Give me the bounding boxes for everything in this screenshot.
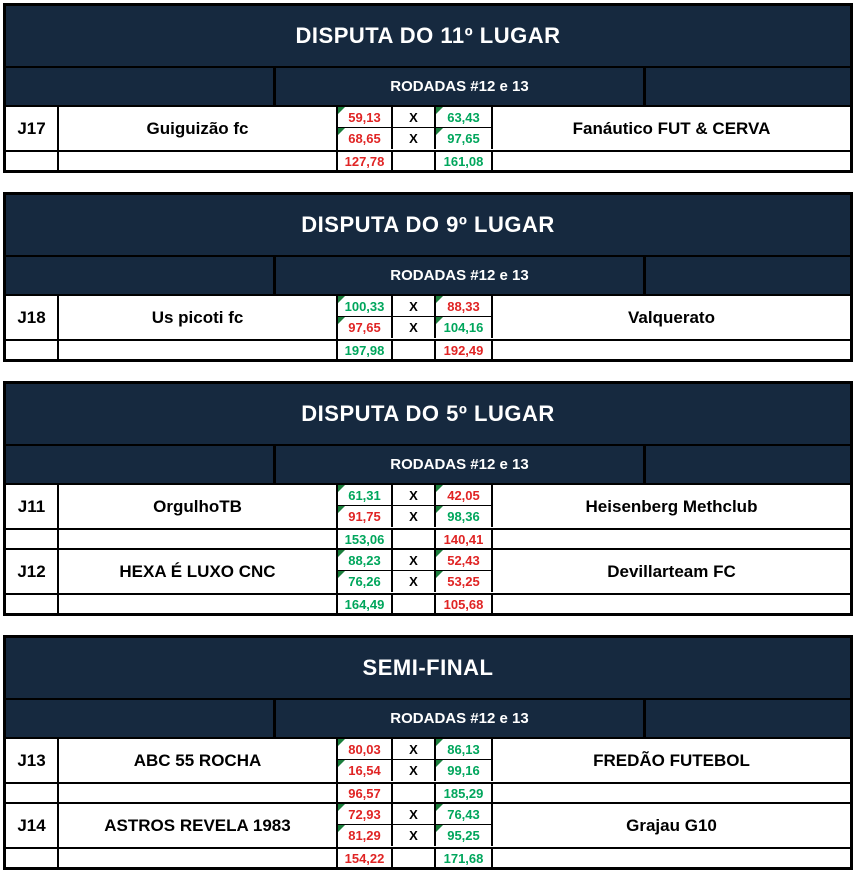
versus-cell[interactable]: X: [393, 317, 436, 338]
text-number-indicator-icon: [436, 739, 443, 746]
bracket-block-5th-place: [3, 381, 853, 616]
match-row: [6, 804, 850, 849]
round2-score-row: [338, 128, 493, 149]
score-value: 95,25: [447, 828, 480, 843]
score-value: 97,65: [348, 320, 381, 335]
empty-cell[interactable]: [59, 784, 338, 802]
empty-cell[interactable]: [6, 595, 59, 613]
score-value: 59,13: [348, 109, 381, 125]
away-total-cell[interactable]: [436, 784, 493, 802]
round2-score-row: [338, 506, 493, 527]
rounds-banner-row: [6, 257, 850, 296]
empty-cell[interactable]: [493, 849, 850, 867]
empty-cell[interactable]: [493, 341, 850, 359]
match-id-cell[interactable]: J11: [6, 485, 59, 528]
banner-left-cell[interactable]: [6, 257, 276, 294]
text-number-indicator-icon: [338, 296, 345, 303]
banner-left-cell[interactable]: [6, 700, 276, 737]
banner-right-cell[interactable]: [646, 257, 850, 294]
scores-grid: [338, 296, 493, 339]
away-team-cell[interactable]: Valquerato: [493, 296, 850, 339]
empty-cell[interactable]: [493, 530, 850, 548]
text-number-indicator-icon: [436, 571, 443, 578]
total-value: 171,68: [443, 850, 484, 866]
away-total-cell[interactable]: [436, 530, 493, 548]
away-team-cell[interactable]: FREDÃO FUTEBOL: [493, 739, 850, 782]
block-title-cell[interactable]: [6, 384, 850, 446]
versus-cell[interactable]: X: [393, 760, 436, 781]
home-team-cell[interactable]: ASTROS REVELA 1983: [59, 804, 338, 847]
text-number-indicator-icon: [436, 128, 443, 135]
banner-right-cell[interactable]: [646, 68, 850, 105]
text-number-indicator-icon: [338, 128, 345, 135]
empty-cell[interactable]: [393, 152, 436, 170]
home-round2-score-cell[interactable]: [338, 506, 393, 527]
away-round2-score-cell[interactable]: [436, 760, 493, 781]
empty-cell[interactable]: [6, 784, 59, 802]
round1-score-row: [338, 485, 493, 506]
versus-cell[interactable]: X: [393, 107, 436, 127]
score-value: 91,75: [348, 509, 381, 524]
block-title: DISPUTA DO 11º LUGAR: [295, 23, 561, 48]
match-row: [6, 107, 850, 152]
away-team-cell[interactable]: Devillarteam FC: [493, 550, 850, 593]
text-number-indicator-icon: [338, 825, 345, 832]
total-value: 153,06: [344, 531, 385, 547]
text-number-indicator-icon: [338, 506, 345, 513]
home-round1-score-cell[interactable]: [338, 485, 393, 505]
score-value: 53,25: [447, 574, 480, 589]
versus-cell[interactable]: X: [393, 550, 436, 570]
rounds-banner-row: [6, 700, 850, 739]
banner-right-cell[interactable]: [646, 700, 850, 737]
home-total-cell[interactable]: [338, 595, 393, 613]
text-number-indicator-icon: [436, 107, 443, 114]
score-value: 42,05: [447, 487, 480, 503]
round2-score-row: [338, 825, 493, 846]
versus-cell[interactable]: X: [393, 825, 436, 846]
versus-cell[interactable]: X: [393, 485, 436, 505]
round1-score-row: [338, 550, 493, 571]
away-team-cell[interactable]: Fanáutico FUT & CERVA: [493, 107, 850, 150]
home-round2-score-cell[interactable]: [338, 825, 393, 846]
away-round2-score-cell[interactable]: [436, 506, 493, 527]
text-number-indicator-icon: [338, 107, 345, 114]
empty-cell[interactable]: [493, 784, 850, 802]
rounds-banner-cell[interactable]: [276, 68, 646, 105]
home-team-cell[interactable]: ABC 55 ROCHA: [59, 739, 338, 782]
away-total-cell[interactable]: [436, 341, 493, 359]
score-value: 61,31: [348, 487, 381, 503]
text-number-indicator-icon: [338, 739, 345, 746]
scores-grid: [338, 550, 493, 593]
totals-row: [6, 784, 850, 804]
empty-cell[interactable]: [59, 152, 338, 170]
away-round1-score-cell[interactable]: [436, 550, 493, 570]
total-value: 140,41: [443, 531, 484, 547]
block-title: SEMI-FINAL: [362, 655, 494, 680]
rounds-banner-row: [6, 68, 850, 107]
match-id-cell[interactable]: J13: [6, 739, 59, 782]
totals-row: [6, 595, 850, 613]
block-title: DISPUTA DO 9º LUGAR: [301, 212, 555, 237]
home-round2-score-cell[interactable]: [338, 760, 393, 781]
versus-cell[interactable]: X: [393, 804, 436, 824]
round1-score-row: [338, 739, 493, 760]
away-round2-score-cell[interactable]: [436, 825, 493, 846]
total-value: 105,68: [443, 596, 484, 612]
empty-cell[interactable]: [6, 849, 59, 867]
totals-row: [6, 530, 850, 550]
home-round1-score-cell[interactable]: [338, 107, 393, 127]
empty-cell[interactable]: [393, 530, 436, 548]
score-value: 63,43: [447, 109, 480, 125]
rounds-banner-cell[interactable]: [276, 257, 646, 294]
total-value: 164,49: [344, 596, 385, 612]
away-round1-score-cell[interactable]: [436, 739, 493, 759]
rounds-banner-label: RODADAS #12 e 13: [390, 456, 529, 473]
versus-cell[interactable]: X: [393, 506, 436, 527]
rounds-banner-cell[interactable]: [276, 700, 646, 737]
score-value: 76,43: [447, 806, 480, 822]
versus-cell[interactable]: X: [393, 128, 436, 149]
away-round2-score-cell[interactable]: [436, 317, 493, 338]
score-value: 97,65: [447, 131, 480, 146]
rounds-banner-row: [6, 446, 850, 485]
block-title-cell[interactable]: [6, 6, 850, 68]
home-total-cell[interactable]: [338, 849, 393, 867]
text-number-indicator-icon: [338, 760, 345, 767]
home-team-cell[interactable]: Us picoti fc: [59, 296, 338, 339]
score-value: 88,23: [348, 552, 381, 568]
score-value: 81,29: [348, 828, 381, 843]
empty-cell[interactable]: [493, 152, 850, 170]
match-row: [6, 296, 850, 341]
round2-score-row: [338, 317, 493, 338]
empty-cell[interactable]: [393, 784, 436, 802]
match-id-cell[interactable]: J18: [6, 296, 59, 339]
text-number-indicator-icon: [436, 550, 443, 557]
total-value: 154,22: [344, 850, 385, 866]
totals-row: [6, 849, 850, 867]
home-round1-score-cell[interactable]: [338, 550, 393, 570]
home-total-cell[interactable]: [338, 341, 393, 359]
home-team-cell[interactable]: Guiguizão fc: [59, 107, 338, 150]
block-title-cell[interactable]: [6, 638, 850, 700]
rounds-banner-cell[interactable]: [276, 446, 646, 483]
text-number-indicator-icon: [338, 485, 345, 492]
away-round1-score-cell[interactable]: [436, 296, 493, 316]
text-number-indicator-icon: [436, 296, 443, 303]
rounds-banner-label: RODADAS #12 e 13: [390, 710, 529, 727]
score-value: 68,65: [348, 131, 381, 146]
score-value: 86,13: [447, 741, 480, 757]
text-number-indicator-icon: [436, 506, 443, 513]
scores-grid: [338, 804, 493, 847]
empty-cell[interactable]: [393, 595, 436, 613]
block-title: DISPUTA DO 5º LUGAR: [301, 401, 555, 426]
empty-cell[interactable]: [59, 849, 338, 867]
match-row: [6, 550, 850, 595]
score-value: 100,33: [344, 298, 385, 314]
versus-cell[interactable]: X: [393, 571, 436, 592]
text-number-indicator-icon: [436, 804, 443, 811]
text-number-indicator-icon: [338, 550, 345, 557]
empty-cell[interactable]: [493, 595, 850, 613]
bracket-block-11th-place: [3, 3, 853, 173]
score-value: 72,93: [348, 806, 381, 822]
empty-cell[interactable]: [59, 595, 338, 613]
empty-cell[interactable]: [6, 530, 59, 548]
total-value: 96,57: [348, 785, 381, 801]
home-round1-score-cell[interactable]: [338, 739, 393, 759]
home-round1-score-cell[interactable]: [338, 804, 393, 824]
total-value: 192,49: [443, 342, 484, 358]
banner-right-cell[interactable]: [646, 446, 850, 483]
versus-cell[interactable]: X: [393, 296, 436, 316]
score-value: 16,54: [348, 763, 381, 778]
away-round2-score-cell[interactable]: [436, 571, 493, 592]
home-round1-score-cell[interactable]: [338, 296, 393, 316]
away-total-cell[interactable]: [436, 849, 493, 867]
bracket-block-semifinal: [3, 635, 853, 870]
scores-grid: [338, 107, 493, 150]
match-id-cell[interactable]: J14: [6, 804, 59, 847]
home-round2-score-cell[interactable]: [338, 571, 393, 592]
match-id-cell[interactable]: J12: [6, 550, 59, 593]
scores-grid: [338, 485, 493, 528]
scores-grid: [338, 739, 493, 782]
round2-score-row: [338, 760, 493, 781]
block-title-cell[interactable]: [6, 195, 850, 257]
text-number-indicator-icon: [436, 317, 443, 324]
text-number-indicator-icon: [436, 485, 443, 492]
empty-cell[interactable]: [393, 341, 436, 359]
away-total-cell[interactable]: [436, 595, 493, 613]
text-number-indicator-icon: [338, 317, 345, 324]
match-row: [6, 485, 850, 530]
match-row: [6, 739, 850, 784]
match-id-cell[interactable]: J17: [6, 107, 59, 150]
away-round1-score-cell[interactable]: [436, 107, 493, 127]
text-number-indicator-icon: [436, 760, 443, 767]
bracket-block-9th-place: [3, 192, 853, 362]
score-value: 80,03: [348, 741, 381, 757]
home-round2-score-cell[interactable]: [338, 128, 393, 149]
away-total-cell[interactable]: [436, 152, 493, 170]
score-value: 98,36: [447, 509, 480, 524]
away-team-cell[interactable]: Heisenberg Methclub: [493, 485, 850, 528]
round1-score-row: [338, 804, 493, 825]
totals-row: [6, 341, 850, 359]
home-round2-score-cell[interactable]: [338, 317, 393, 338]
round2-score-row: [338, 571, 493, 592]
away-team-cell[interactable]: Grajau G10: [493, 804, 850, 847]
text-number-indicator-icon: [436, 825, 443, 832]
versus-cell[interactable]: X: [393, 739, 436, 759]
away-round2-score-cell[interactable]: [436, 128, 493, 149]
totals-row: [6, 152, 850, 170]
total-value: 161,08: [443, 153, 484, 169]
banner-left-cell[interactable]: [6, 446, 276, 483]
rounds-banner-label: RODADAS #12 e 13: [390, 267, 529, 284]
text-number-indicator-icon: [338, 571, 345, 578]
home-total-cell[interactable]: [338, 784, 393, 802]
total-value: 185,29: [443, 785, 484, 801]
total-value: 127,78: [344, 153, 385, 169]
score-value: 76,26: [348, 574, 381, 589]
home-total-cell[interactable]: [338, 530, 393, 548]
away-round1-score-cell[interactable]: [436, 485, 493, 505]
empty-cell[interactable]: [59, 341, 338, 359]
round1-score-row: [338, 296, 493, 317]
empty-cell[interactable]: [59, 530, 338, 548]
text-number-indicator-icon: [338, 804, 345, 811]
home-total-cell[interactable]: [338, 152, 393, 170]
total-value: 197,98: [344, 342, 385, 358]
score-value: 52,43: [447, 552, 480, 568]
score-value: 104,16: [443, 320, 484, 335]
round1-score-row: [338, 107, 493, 128]
score-value: 88,33: [447, 298, 480, 314]
empty-cell[interactable]: [393, 849, 436, 867]
away-round1-score-cell[interactable]: [436, 804, 493, 824]
banner-left-cell[interactable]: [6, 68, 276, 105]
rounds-banner-label: RODADAS #12 e 13: [390, 78, 529, 95]
home-team-cell[interactable]: OrgulhoTB: [59, 485, 338, 528]
empty-cell[interactable]: [6, 152, 59, 170]
score-value: 99,16: [447, 763, 480, 778]
empty-cell[interactable]: [6, 341, 59, 359]
home-team-cell[interactable]: HEXA É LUXO CNC: [59, 550, 338, 593]
